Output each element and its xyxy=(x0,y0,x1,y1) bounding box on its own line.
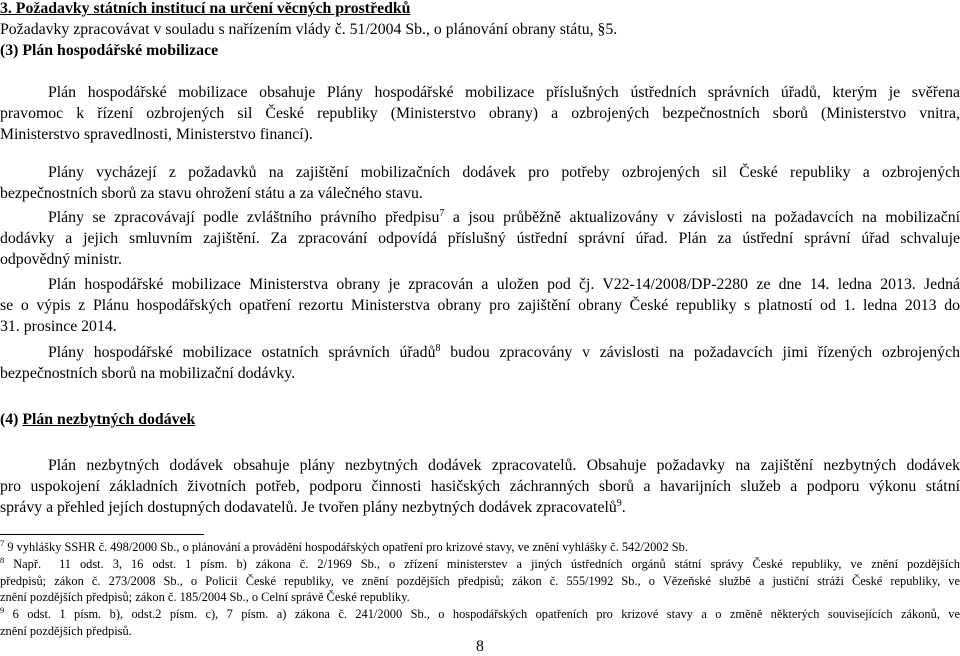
paragraph-line xyxy=(0,344,960,362)
section-heading-3: 3. Požadavky státních institucí na určení věcných prostředků xyxy=(0,0,411,17)
paragraph-text: a jsou průběžně aktualizovány v závislosti na požadavcích na mobilizační xyxy=(444,209,960,226)
paragraph-text: správy a přehled jejích dostupných dodavatelů. Je tvořen plány nezbytných dodávek zpracovatelů xyxy=(0,499,617,516)
paragraph-text: budou zpracovány v závislosti na požadavcích jimi řízených ozbrojených xyxy=(440,344,960,361)
footnote-line: znění pozdějších předpisů; zákon č. 185/2004 Sb., o Celní správě České republiky. xyxy=(0,590,410,604)
footnote-line: předpisů; zákon č. 273/2008 Sb., o Policii České republiky, ve znění pozdějších předpisů; zákon č. 555/1992 Sb., o Vězeňské službě a justiční stráži České republiky, ve xyxy=(0,574,960,588)
section-title: Plán nezbytných dodávek xyxy=(22,411,196,428)
paragraph-line: bezpečnostních sborů na mobilizační dodávky. xyxy=(0,365,296,382)
paragraph-line: pravomoc k řízení ozbrojených sil České republiky (Ministerstvo obrany) a ozbrojených bezpečnostních sborů (Ministerstvo vnitra, xyxy=(0,105,960,122)
section-heading-plan-hospodarske-mobilizace: (3) Plán hospodářské mobilizace xyxy=(0,42,219,59)
footnote-reference-7[interactable]: 7 xyxy=(439,208,445,219)
paragraph-line: Ministerstvo spravedlnosti, Ministerstvo financí). xyxy=(0,126,313,143)
footnote-8 xyxy=(0,557,960,572)
paragraph-line: bezpečnostních sborů za stavu ohrožení státu a za válečného stavu. xyxy=(0,185,423,202)
paragraph-line: se o výpis z Plánu hospodářských opatření rezortu Ministerstva obrany pro zajištění obrany České republiky s platností od 1. ledna 2013 do xyxy=(0,297,960,314)
paragraph-line xyxy=(0,209,960,227)
footnote-separator xyxy=(0,534,204,535)
section-number: (4) xyxy=(0,411,23,428)
paragraph-line xyxy=(0,499,960,517)
paragraph-line: Plány vycházejí z požadavků na zajištění mobilizačních dodávek pro potřeby ozbrojených sil České republiky a ozbrojených xyxy=(48,164,960,181)
paragraph-text: Plány se zpracovávají podle zvláštního právního předpisu xyxy=(48,209,440,226)
paragraph-line: Plán hospodářské mobilizace obsahuje Plány hospodářské mobilizace příslušných ústředních správních úřadů, kterým je svěřena xyxy=(48,84,960,101)
footnote-text: 9 vyhlášky SSHR č. 498/2000 Sb., o plánování a provádění hospodářských opatření pro krizové stavy, ve znění vyhlášky č. 542/2002 Sb. xyxy=(7,540,688,554)
paragraph-line: Plán nezbytných dodávek obsahuje plány nezbytných dodávek zpracovatelů. Obsahuje požadavky na zajištění nezbytných dodávek xyxy=(48,457,960,474)
footnote-reference-9[interactable]: 9 xyxy=(616,498,622,509)
paragraph-line: odpovědný ministr. xyxy=(0,251,122,268)
paragraph-line: dodávky a jejich smluvním zajištění. Za zpracování odpovídá příslušný ústřední správní úřad. Plán za ústřední správní úřad schvaluje xyxy=(0,230,960,247)
footnote-text: 6 odst. 1 písm. b), odst.2 písm. c), 7 písm. a) zákona č. 241/2000 Sb., o hospodářských opatřeních pro krizové stavy a o změně některých souvisejících zákonů, ve xyxy=(12,607,960,621)
footnote-mark: 7 xyxy=(0,538,5,548)
footnote-9 xyxy=(0,607,960,622)
footnote-7 xyxy=(0,540,960,555)
paragraph-text: . xyxy=(621,499,626,516)
footnote-line: znění pozdějších předpisů. xyxy=(0,624,132,638)
paragraph-text: Plány hospodářské mobilizace ostatních správních úřadů xyxy=(48,344,436,361)
requirement-line: Požadavky zpracovávat v souladu s nařízením vlády č. 51/2004 Sb., o plánování obrany státu, §5. xyxy=(0,21,618,38)
paragraph-line: 31. prosince 2014. xyxy=(0,318,117,335)
page-number: 8 xyxy=(476,638,484,655)
footnote-mark: 8 xyxy=(0,555,5,565)
section-heading-plan-nezbytnych-dodavek xyxy=(0,411,960,429)
footnote-mark: 9 xyxy=(0,605,5,615)
footnote-reference-8[interactable]: 8 xyxy=(435,343,441,354)
paragraph-line: Plán hospodářské mobilizace Ministerstva obrany je zpracován a uložen pod čj. V22-14/2008/DP-2280 ze dne 14. ledna 2013. Jedná xyxy=(48,276,960,293)
footnote-text: Např. 11 odst. 3, 16 odst. 1 písm. b) zákona č. 2/1969 Sb., o zřízení ministerstev a jiných ústředních orgánů státní správy České republiky, ve znění pozdějších xyxy=(13,557,960,571)
paragraph-line: pro uspokojení základních životních potřeb, podporu činnosti hasičských záchranných sborů a havarijních služeb a podporu výkonu státní xyxy=(0,478,960,495)
